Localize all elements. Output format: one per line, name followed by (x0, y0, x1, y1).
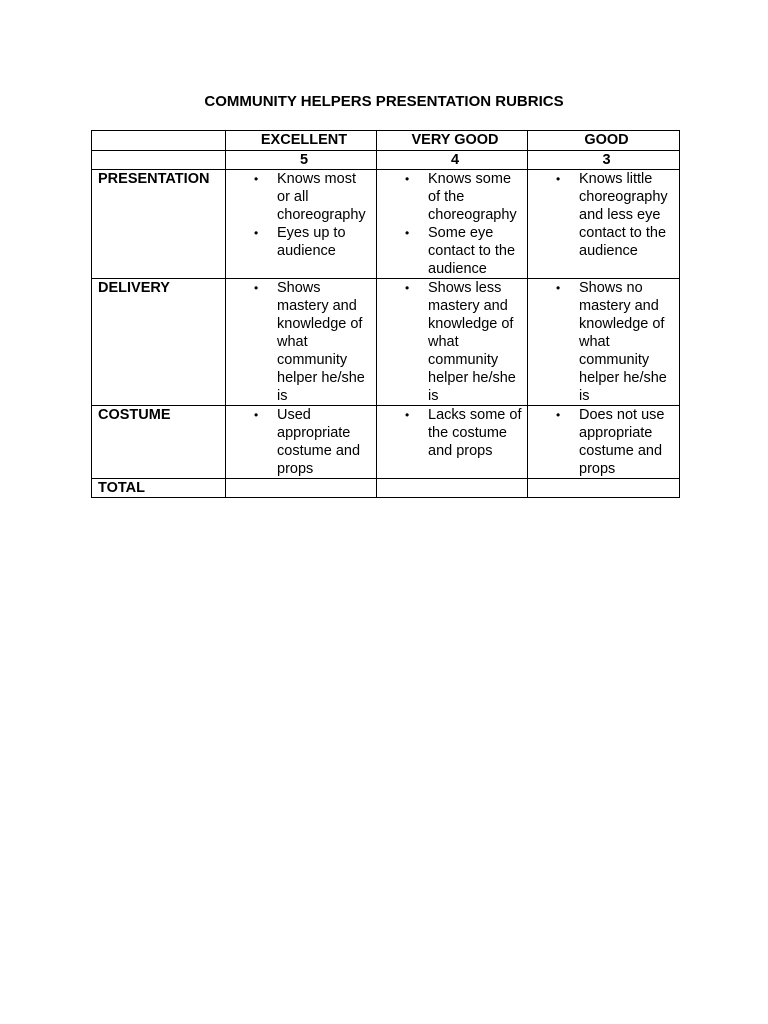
descriptor-item: • Knows most or all choreography (254, 171, 366, 223)
total-cell-excellent (226, 479, 377, 498)
level-good-label: GOOD (528, 131, 680, 151)
bullet-icon: • (405, 281, 410, 295)
criterion-name: COSTUME (92, 406, 226, 479)
descriptor-cell (528, 279, 680, 406)
bullet-icon: • (556, 408, 561, 422)
score-corner-cell (92, 151, 226, 170)
corner-cell (92, 131, 226, 151)
bullet-icon: • (405, 226, 410, 240)
descriptor-item: • Shows no mastery and knowledge of what community helper he/she is (556, 280, 667, 404)
total-row (92, 479, 680, 498)
descriptor-cell (377, 170, 528, 279)
criterion-row-presentation (92, 170, 680, 279)
bullet-icon: • (405, 172, 410, 186)
criterion-row-delivery (92, 279, 680, 406)
descriptor-cell (226, 279, 377, 406)
bullet-icon: • (556, 172, 561, 186)
descriptor-item: • Some eye contact to the audience (405, 225, 516, 277)
score-very-good: 4 (377, 151, 528, 170)
score-row (92, 151, 680, 170)
descriptor-item: • Used appropriate costume and props (254, 407, 361, 477)
bullet-icon: • (405, 408, 410, 422)
criterion-row-costume (92, 406, 680, 479)
bullet-icon: • (254, 281, 259, 295)
bullet-icon: • (556, 281, 561, 295)
total-cell-very-good (377, 479, 528, 498)
descriptor-item: • Does not use appropriate costume and props (556, 407, 665, 477)
descriptor-cell (377, 279, 528, 406)
descriptor-item: • Knows little choreography and less eye contact to the audience (556, 171, 668, 259)
bullet-icon: • (254, 172, 259, 186)
descriptor-cell (528, 406, 680, 479)
descriptor-cell (226, 170, 377, 279)
descriptor-item: • Shows mastery and knowledge of what community helper he/she is (254, 280, 365, 404)
descriptor-cell (528, 170, 680, 279)
bullet-icon: • (254, 408, 259, 422)
descriptor-item: • Eyes up to audience (254, 225, 346, 259)
descriptor-item: • Knows some of the choreography (405, 171, 517, 223)
level-header-row (92, 131, 680, 151)
score-good: 3 (528, 151, 680, 170)
level-very-good-label: VERY GOOD (377, 131, 528, 151)
descriptor-item: • Lacks some of the costume and props (405, 407, 522, 459)
score-excellent: 5 (226, 151, 377, 170)
criterion-name: PRESENTATION (92, 170, 226, 279)
document-title: COMMUNITY HELPERS PRESENTATION RUBRICS (204, 93, 564, 110)
bullet-icon: • (254, 226, 259, 240)
descriptor-item: • Shows less mastery and knowledge of what community helper he/she is (405, 280, 516, 404)
level-excellent-label: EXCELLENT (226, 131, 377, 151)
rubric-table (91, 130, 680, 498)
total-cell-good (528, 479, 680, 498)
descriptor-cell (377, 406, 528, 479)
descriptor-cell (226, 406, 377, 479)
criterion-name: DELIVERY (92, 279, 226, 406)
total-label: TOTAL (92, 479, 226, 498)
